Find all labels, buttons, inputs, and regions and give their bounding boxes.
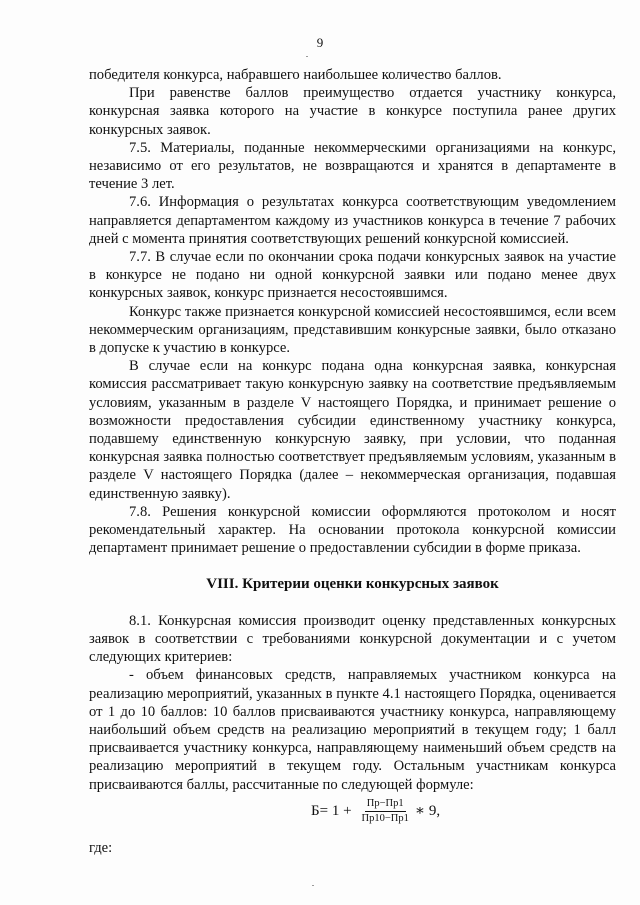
paragraph: 7.5. Материалы, поданные некоммерческими организациями на конкурс, независимо от его результатов, не возвращаются и хранятся в департаменте в течение 3 лет. <box>89 139 616 193</box>
formula-numerator: Пр−Пр1 <box>365 798 406 812</box>
formula-rhs: ∗ 9, <box>414 803 441 820</box>
paragraph: 8.1. Конкурсная комиссия производит оценку представленных конкурсных заявок в соответствии с требованиями конкурсной документации и с учетом следующих критериев: <box>89 612 616 666</box>
formula-lhs: Б= 1 + <box>311 803 352 820</box>
scan-speck <box>312 885 314 886</box>
paragraph: 7.6. Информация о результатах конкурса соответствующим уведомлением направляется департаментом каждому из участников конкурса в течение 7 рабочих дней с момента принятия соответствующих решений конкурсной комиссией. <box>89 194 616 247</box>
paragraph: победителя конкурса, набравшего наибольшее количество баллов. <box>89 67 502 83</box>
paragraph: - объем финансовых средств, направляемых участником конкурса на реализацию мероприятий, указанных в пункте 4.1 настоящего Порядка, оценивается от 1 до 10 баллов: 10 баллов присваиваются участнику конкурса, направляющему наибольший объем средств на реализацию мероприятий в текущем году; 1 балл присваивается участнику конкурса, направляющему наименьший объем средств на реализацию мероприятий в текущем году. Остальным участникам конкурса присваиваются баллы, рассчитанные по следующей формуле: <box>89 667 616 793</box>
where-label: где: <box>89 839 113 856</box>
score-formula <box>89 798 616 825</box>
paragraph: 7.8. Решения конкурсной комиссии оформляются протоколом и носят рекомендательный характер. На основании протокола конкурсной комиссии департамент принимает решение о предоставлении субсидии в форме приказа. <box>89 503 616 557</box>
body-text <box>89 66 616 857</box>
paragraph: Конкурс также признается конкурсной комиссией несостоявшимся, если всем некоммерческим организациям, представившим конкурсные заявки, было отказано в допуске к участию в конкурсе. <box>89 303 616 357</box>
paragraph: 7.7. В случае если по окончании срока подачи конкурсных заявок на участие в конкурсе не подано ни одной конкурсной заявки или подано менее двух конкурсных заявок, конкурс признается несостоявшимся. <box>89 249 616 302</box>
page-number: 9 <box>316 35 324 50</box>
scan-speck <box>306 56 308 57</box>
section-title: VIII. Критерии оценки конкурсных заявок <box>206 576 499 593</box>
formula-denominator: Пр10−Пр1 <box>361 812 409 824</box>
paragraph: В случае если на конкурс подана одна конкурсная заявка, конкурсная комиссия рассматривает такую конкурсную заявку на соответствие предъявляемым условиям, указанным в разделе V настоящего Порядка, и принимает решение о возможности предоставления субсидии единственному участнику конкурса, подавшему единственную конкурсную заявку, при условии, что поданная конкурсная заявка полностью соответствует предъявляемым условиям, указанным в разделе V настоящего Порядка (далее – некоммерческая организация, подавшая единственную заявку). <box>89 358 616 502</box>
formula-fraction <box>360 798 411 825</box>
paragraph: При равенстве баллов преимущество отдается участнику конкурса, конкурсная заявка которого на участие в конкурсе поступила ранее других конкурсных заявок. <box>89 85 616 138</box>
